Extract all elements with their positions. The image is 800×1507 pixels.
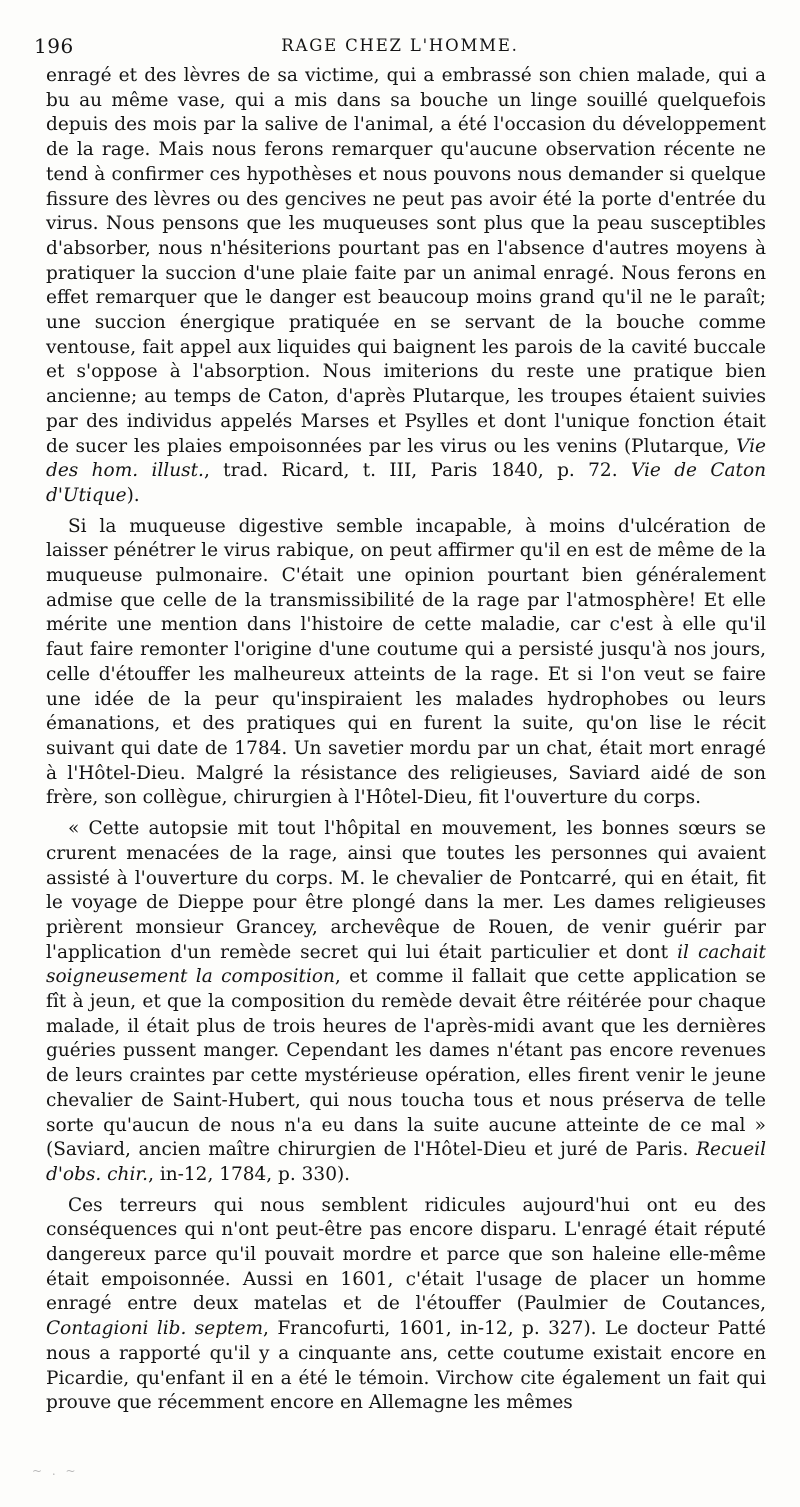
text-run: « Cette autopsie mit tout l'hôpital en mouvement, les bonnes sœurs se crurent menacées de la rage, ainsi que toutes les personnes qui avaient assisté à l'ouverture du corps. M. le chevalier de Pontcarré, qui en était, fit le voyage de Dieppe pour être plongé dans la mer. Les dames religieuses prièrent monsieur Grancey, archevêque de Rouen, de venir guérir par l'application d'un remède secret qui lui était particulier et dont — [46, 818, 766, 963]
running-head: RAGE CHEZ L'HOMME. — [281, 36, 519, 55]
body-text — [46, 64, 766, 1416]
text-run: ). — [126, 484, 140, 506]
text-run: enragé et des lèvres de sa victime, qui a embrassé son chien malade, qui a bu au même vase, qui a mis dans sa bouche un linge souillé quelquefois depuis des mois par la salive de l'animal, a été l'occasion du développement de la rage. Mais nous ferons remarquer qu'aucune observation récente ne tend à confirmer ces hypothèses et nous pouvons nous demander si quelque fissure des lèvres ou des gencives ne peut pas avoir été la porte d'entrée du virus. Nous pensons que les muqueuses sont plus que la peau susceptibles d'absorber, nous n'hésiterions pourtant pas en l'absence d'autres moyens à pratiquer la succion d'une plaie faite par un animal enragé. Nous ferons en effet remarquer que le danger est beaucoup moins grand qu'il ne le paraît; une succion énergique pratiquée en se servant de la bouche comme ventouse, fait appel aux liquides qui baignent les parois de la cavité buccale et s'oppose à l'absorption. Nous imiterions du reste une pratique bien ancienne; au temps de Caton, d'après Plutarque, les troupes étaient suivies par des individus appelés Marses et Psylles et dont l'unique fonction était de sucer les plaies empoisonnées par les virus ou les venins (Plutarque, — [46, 65, 766, 457]
paragraph-p2 — [46, 515, 766, 811]
paragraph-p4 — [46, 1194, 766, 1416]
text-run: , in-12, 1784, p. 330). — [148, 1163, 351, 1185]
italic-citation: Vie des hom. illust. — [46, 435, 766, 482]
text-run: Si la muqueuse digestive semble incapable, à moins d'ulcération de laisser pénétrer le virus rabique, on peut affirmer qu'il en est de même de la muqueuse pulmonaire. C'était une opinion pourtant bien généralement admise que celle de la transmissibilité de la rage par l'atmosphère! Et elle mérite une mention dans l'histoire de cette maladie, car c'est à elle qu'il faut faire remonter l'origine d'une coutume qui a persisté jusqu'à nos jours, celle d'étouffer les malheureux atteints de la rage. Et si l'on veut se faire une idée de la peur qu'inspiraient les malades hydrophobes ou leurs émanations, et des pratiques qui en furent la suite, qu'on lise le récit suivant qui date de 1784. Un savetier mordu par un chat, était mort enragé à l'Hôtel-Dieu. Malgré la résistance des religieuses, Saviard aidé de son frère, son collègue, chirurgien à l'Hôtel-Dieu, fit l'ouverture du corps. — [46, 515, 766, 809]
page-header — [32, 34, 768, 64]
text-run: , trad. Ricard, t. III, Paris 1840, p. 72. — [203, 460, 631, 482]
paragraph-p1 — [46, 64, 766, 509]
paragraph-p3 — [46, 817, 766, 1188]
scan-marks: ~ . ~ — [32, 1464, 79, 1478]
text-run: , et comme il fallait que cette application se fît à jeun, et que la composition du remède devait être réitérée pour chaque malade, il était plus de trois heures de l'après-midi avant que les dernières guéries pussent manger. Cependant les dames n'étant pas encore revenues de leurs craintes par cette mystérieuse opération, elles firent venir le jeune chevalier de Saint-Hubert, qui nous toucha tous et nous préserva de telle sorte qu'aucun de nous n'a eu dans la suite aucune atteinte de ce mal » (Saviard, ancien maître chirurgien de l'Hôtel-Dieu et juré de Paris. — [46, 966, 766, 1161]
italic-citation: il cachait soigneusement la composition — [46, 941, 766, 988]
text-run: Ces terreurs qui nous semblent ridicules aujourd'hui ont eu des conséquences qui n'ont peut-être pas encore disparu. L'enragé était réputé dangereux parce qu'il pouvait mordre et parce que son haleine elle-même était empoisonnée. Aussi en 1601, c'était l'usage de placer un homme enragé entre deux matelas et de l'étouffer (Paulmier de Coutances, — [46, 1194, 766, 1315]
page-number: 196 — [34, 34, 74, 58]
italic-citation: Contagioni lib. septem — [46, 1318, 264, 1340]
italic-citation: Vie de Caton d'Utique — [46, 460, 767, 506]
text-run: , Francofurti, 1601, in-12, p. 327). Le docteur Patté nous a rapporté qu'il y a cinquante ans, cette coutume existait encore en Picardie, qu'enfant il en a été le témoin. Virchow cite également un fait qui prouve que récemment encore en Allemagne les mêmes — [46, 1318, 766, 1414]
italic-citation: Recueil d'obs. chir. — [46, 1139, 766, 1185]
